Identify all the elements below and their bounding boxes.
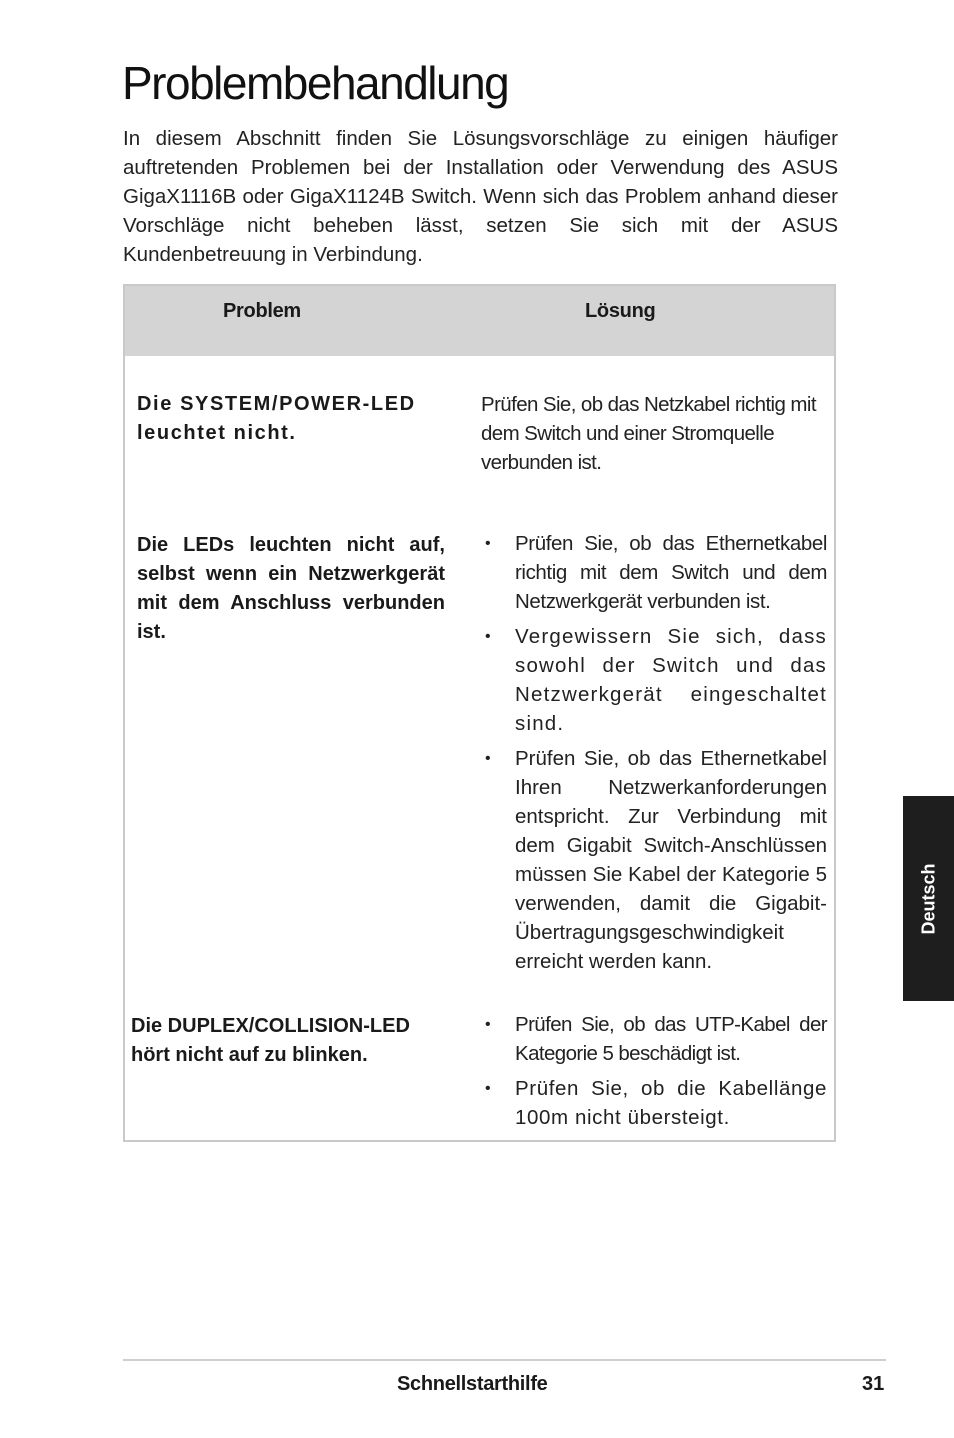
bullet-icon: • [485,535,491,552]
row1-problem: Die SYSTEM/POWER-LED leuchtet nicht. [137,393,416,444]
row3-problem: Die DUPLEX/COLLISION-LED hört nicht auf zu blinken. [131,1015,410,1066]
list-item [481,1074,827,1132]
list-item [481,529,827,616]
list-item [481,622,827,738]
page-title: Problembehandlung [122,57,509,109]
bullet-icon: • [485,628,492,645]
solution-text: Prüfen Sie, ob das Ethernetkabel richtig mit dem Switch und dem Netzwerkgerät verbunden ist. [515,532,827,613]
row1-solution: Prüfen Sie, ob das Netzkabel richtig mit dem Switch und einer Stromquelle verbunden ist. [481,393,816,474]
bullet-icon: • [485,1080,492,1097]
header-problem: Problem [223,300,301,322]
bullet-icon: • [485,1016,491,1033]
footer-divider [123,1359,886,1361]
intro-paragraph: In diesem Abschnitt finden Sie Lösungsvorschläge zu einigen häufiger auftretenden Problemen bei der Installation oder Verwendung des ASUS GigaX1116B oder GigaX1124B Switch. Wenn sich das Problem anhand dieser Vorschläge nicht beheben lässt, setzen Sie sich mit der ASUS Kundenbetreuung in Verbindung. [123,127,838,266]
footer-title: Schnellstarthilfe [397,1373,548,1395]
row2-solutions [481,529,827,982]
page-number: 31 [862,1373,885,1395]
solution-text: Vergewissern Sie sich, dass sowohl der Switch und das Netzwerkgerät eingeschaltet sind. [515,625,827,735]
list-item [481,744,827,976]
language-tab [903,796,954,1001]
bullet-icon: • [485,750,491,767]
language-tab-label: Deutsch [918,862,938,935]
solution-text: Prüfen Sie, ob das Ethernetkabel Ihren Netzwerkanforderungen entspricht. Zur Verbindung mit dem Gigabit Switch-Anschlüssen müssen Sie Kabel der Kategorie 5 verwenden, damit die Gigabit-Übertragungsgeschwindigkeit erreicht werden kann. [515,747,827,973]
header-solution: Lösung [585,300,656,322]
row2-problem: Die LEDs leuchten nicht auf, selbst wenn ein Netzwerkgerät mit dem Anschluss verbunden ist. [137,534,445,643]
solution-text: Prüfen Sie, ob die Kabellänge 100m nicht übersteigt. [515,1077,827,1129]
row3-solutions [481,1010,827,1138]
troubleshooting-table [123,284,836,1142]
list-item [481,1010,827,1068]
solution-text: Prüfen Sie, ob das UTP-Kabel der Kategorie 5 beschädigt ist. [515,1013,827,1065]
table-header [125,286,834,356]
